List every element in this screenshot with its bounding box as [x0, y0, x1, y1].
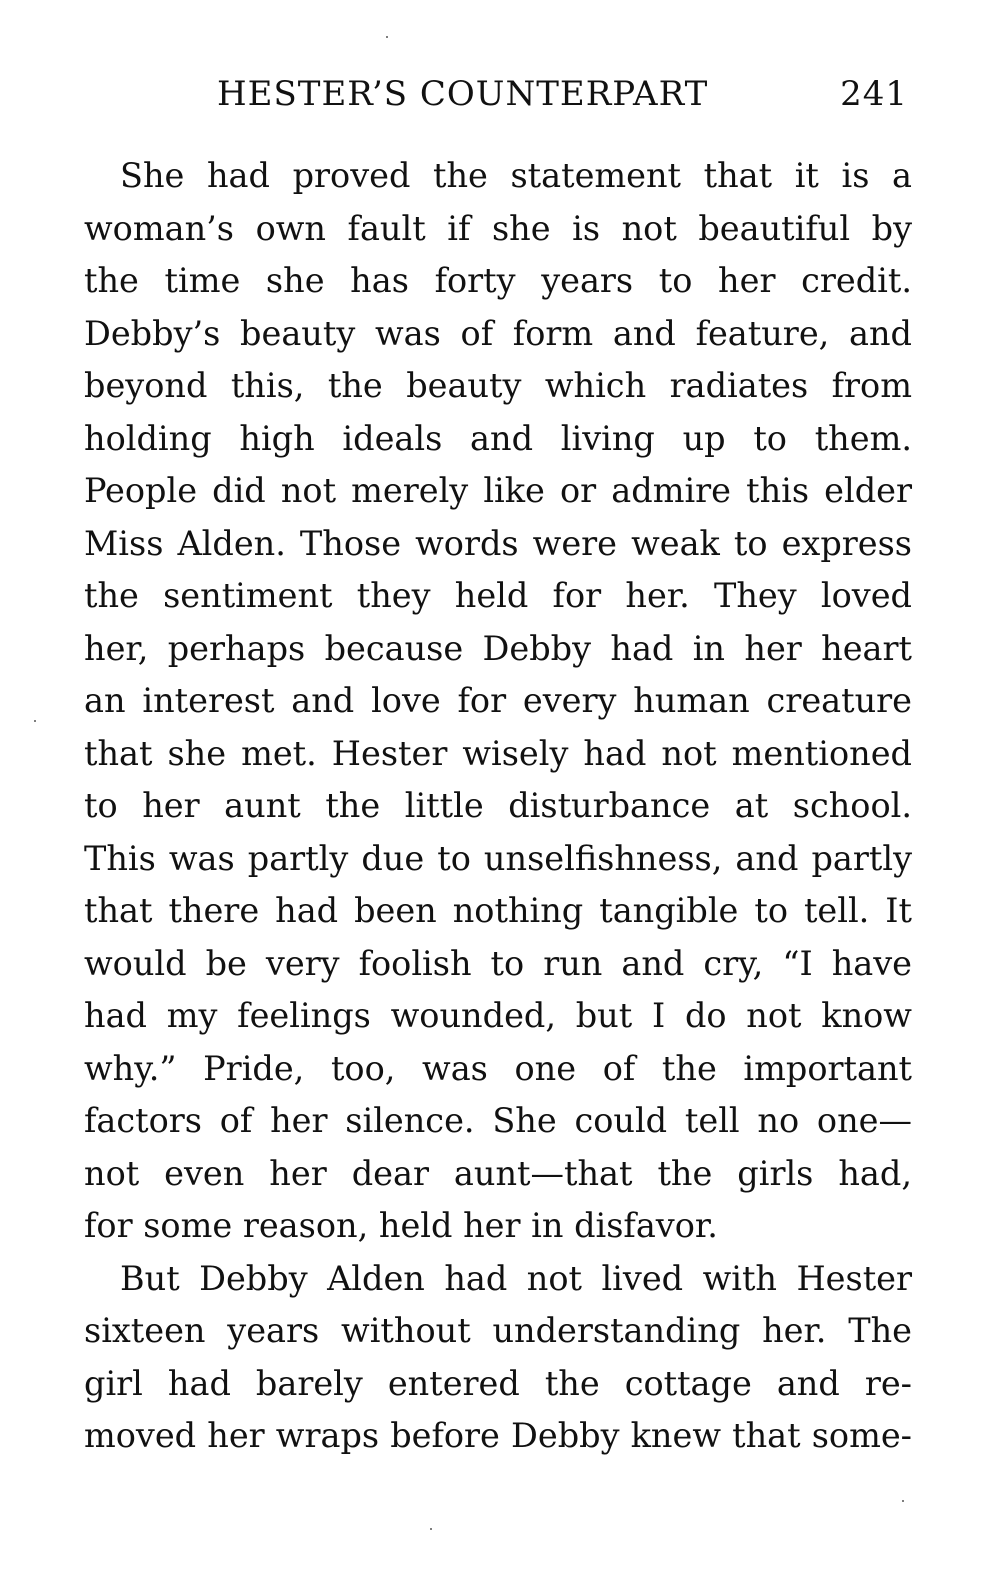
- running-head: HESTER’S COUNTERPART: [217, 74, 709, 114]
- print-speck: [902, 1500, 904, 1502]
- text-line: But Debby Alden had not lived with Hester: [120, 1258, 912, 1298]
- text-line: the time she has forty years to her credit.: [84, 261, 912, 300]
- text-line: the sentiment they held for her. They loved: [84, 576, 912, 615]
- text-line: that she met. Hester wisely had not mentioned: [84, 733, 912, 773]
- text-line: This was partly due to unselfishness, and partly: [84, 838, 912, 878]
- paragraph: [84, 150, 912, 1253]
- text-line: Miss Alden. Those words were weak to express: [84, 523, 912, 563]
- text-line: would be very foolish to run and cry, “I have: [84, 943, 912, 983]
- text-line: why.” Pride, too, was one of the important: [84, 1048, 912, 1088]
- text-line: She had proved the statement that it is a: [120, 156, 912, 195]
- text-line: People did not merely like or admire this elder: [84, 471, 912, 510]
- text-line: had my feelings wounded, but I do not know: [84, 996, 912, 1035]
- print-speck: [386, 36, 388, 38]
- print-speck: [430, 1528, 432, 1530]
- body-text: [84, 150, 912, 1463]
- paragraph: [84, 1253, 912, 1463]
- text-line: her, perhaps because Debby had in her heart: [84, 628, 912, 668]
- page-header: [0, 74, 1000, 124]
- text-line: Debby’s beauty was of form and feature, and: [84, 313, 912, 353]
- text-line: factors of her silence. She could tell no one—: [84, 1101, 912, 1140]
- text-line: an interest and love for every human creature: [84, 681, 912, 720]
- text-line: for some reason, held her in disfavor.: [84, 1206, 718, 1245]
- text-line: woman’s own fault if she is not beautiful by: [84, 208, 912, 248]
- text-line: to her aunt the little disturbance at school.: [84, 786, 912, 825]
- text-line: beyond this, the beauty which radiates from: [84, 366, 912, 405]
- page-number: 241: [840, 74, 908, 114]
- text-line: girl had barely entered the cottage and re-: [84, 1363, 912, 1403]
- text-line: holding high ideals and living up to them.: [84, 418, 912, 458]
- text-line: moved her wraps before Debby knew that some-: [84, 1416, 912, 1455]
- print-speck: [34, 720, 36, 722]
- text-line: not even her dear aunt—that the girls had,: [84, 1153, 912, 1193]
- text-line: sixteen years without understanding her. The: [84, 1311, 912, 1350]
- text-line: that there had been nothing tangible to tell. It: [84, 891, 912, 930]
